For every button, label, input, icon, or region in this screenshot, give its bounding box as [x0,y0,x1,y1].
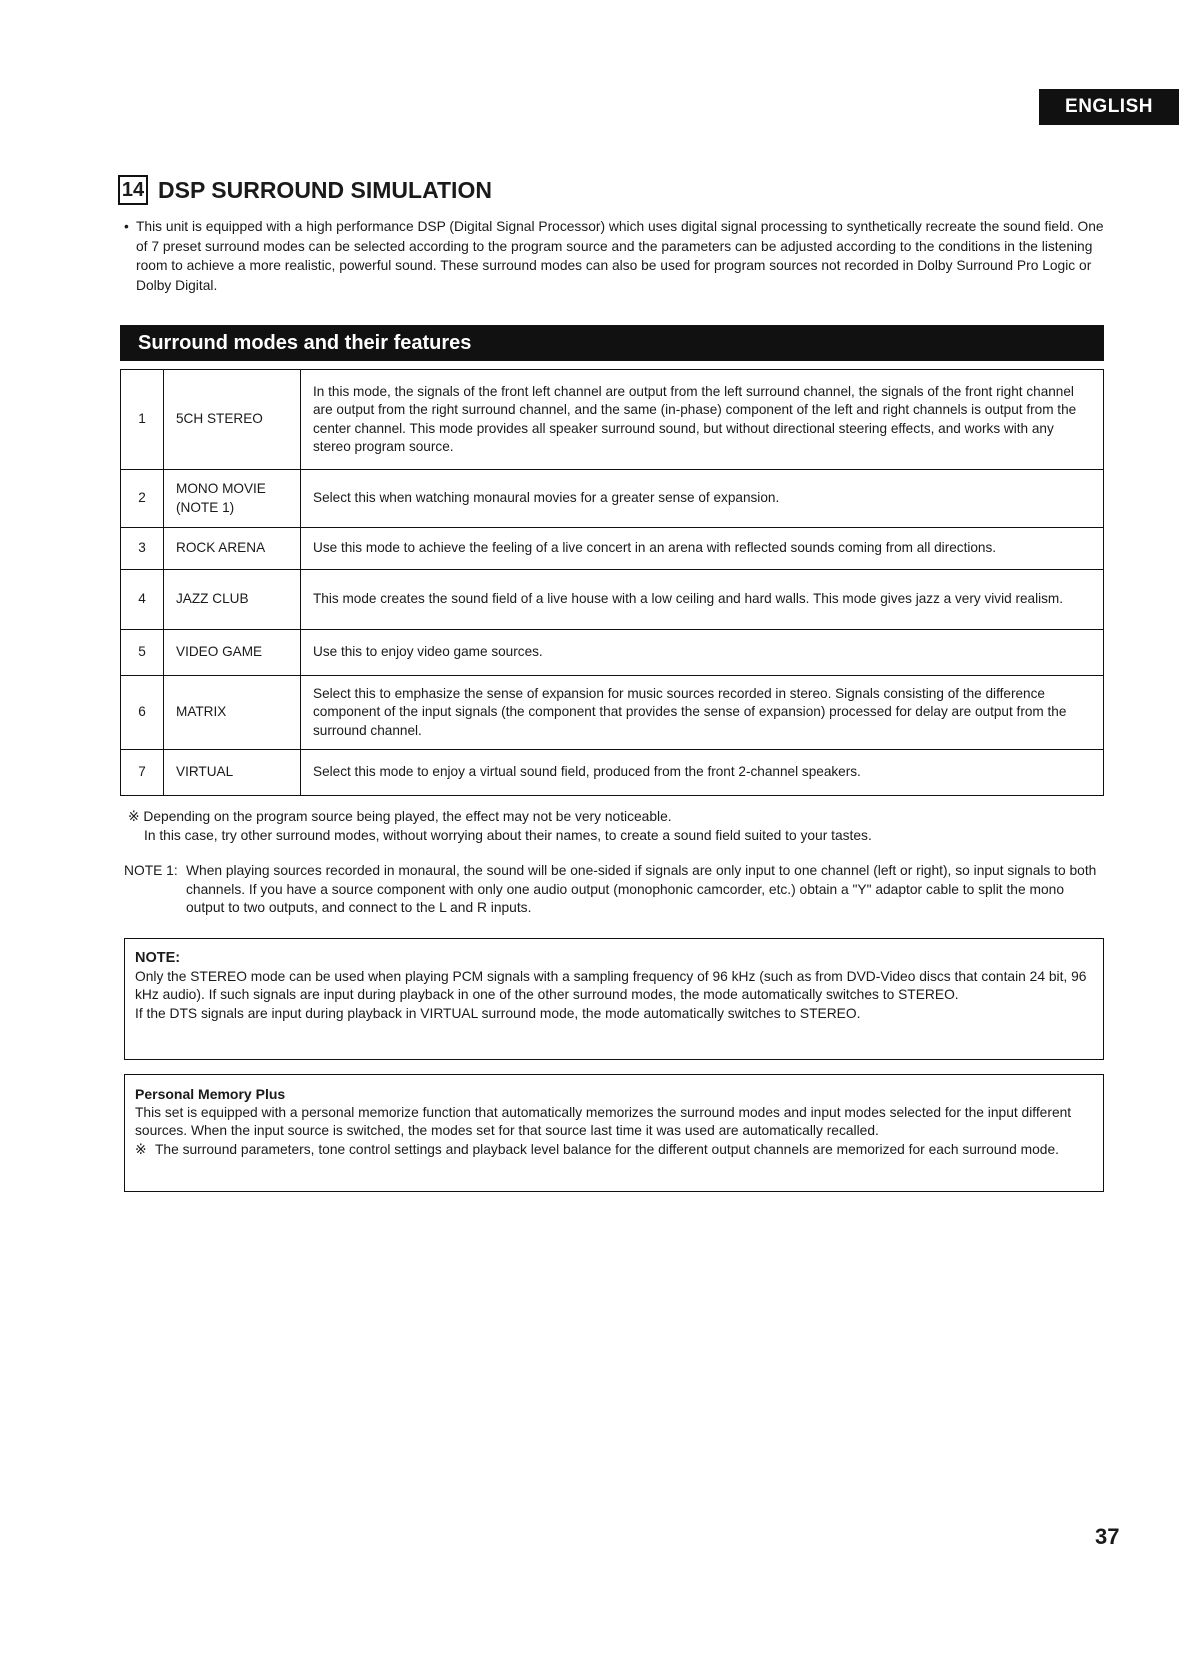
mode-name: ROCK ARENA [164,528,301,570]
mode-description: Use this mode to achieve the feeling of a live concert in an arena with reflected sounds coming from all directions. [301,528,1104,570]
mode-description: Use this to enjoy video game sources. [301,630,1104,676]
personal-memory-note-text: The surround parameters, tone control settings and playback level balance for the different output channels are memorized for each surround mode. [155,1141,1059,1157]
mode-number: 3 [121,528,164,570]
personal-memory-box [124,1074,1104,1192]
mode-name: 5CH STEREO [164,370,301,470]
section-title [118,173,492,207]
note-box-text: If the DTS signals are input during playback in VIRTUAL surround mode, the mode automatically switches to STEREO. [135,1005,861,1021]
mode-name: VIRTUAL [164,750,301,796]
table-row [121,676,1104,750]
page-number: 37 [1095,1524,1120,1549]
table-row [121,570,1104,630]
note-1-label: NOTE 1: [124,863,178,878]
page-title: DSP SURROUND SIMULATION [158,176,492,203]
mode-name: MONO MOVIE (NOTE 1) [164,470,301,528]
mode-number: 4 [121,570,164,630]
intro-paragraph [124,217,1104,295]
mode-name: VIDEO GAME [164,630,301,676]
mode-number: 2 [121,470,164,528]
note-box-title: NOTE: [135,950,181,966]
mode-description: Select this mode to enjoy a virtual sound field, produced from the front 2-channel speakers. [301,750,1104,796]
footnote [128,808,1098,845]
note-box-text: Only the STEREO mode can be used when playing PCM signals with a sampling frequency of 96 kHz (such as from DVD-Video discs that contain 24 bit, 96 kHz audio). If such signals are input during playback in one of the other surround modes, the mode automatically switches to STEREO. [135,968,1087,1002]
reference-mark-icon: ※ [135,1141,147,1157]
mode-number: 7 [121,750,164,796]
modes-heading: Surround modes and their features [138,331,472,354]
footnote-line: ※ Depending on the program source being played, the effect may not be very noticeable. [128,809,672,824]
note-box [124,938,1104,1060]
mode-number: 5 [121,630,164,676]
mode-name: JAZZ CLUB [164,570,301,630]
note-1-text: When playing sources recorded in monaural, the sound will be one-sided if signals are only input to one channel (left or right), so input signals to both channels. If you have a source component with only one audio output (monophonic camcorder, etc.) obtain a "Y" adaptor cable to split the mono output to two outputs, and connect to the L and R inputs. [186,863,1097,915]
mode-description: This mode creates the sound field of a live house with a low ceiling and hard walls. This mode gives jazz a very vivid realism. [301,570,1104,630]
mode-description: Select this when watching monaural movies for a greater sense of expansion. [301,470,1104,528]
modes-table [120,369,1104,796]
table-row [121,750,1104,796]
personal-memory-text: This set is equipped with a personal memorize function that automatically memorizes the surround modes and input modes selected for the input different sources. When the input source is switched, the modes set for that source last time it was used are automatically recalled. [135,1104,1072,1138]
mode-description: In this mode, the signals of the front left channel are output from the left surround channel, the signals of the front right channel are output from the right surround channel, and the same (in-phase) component of the left and right channels is output from the center channel. This mode provides all speaker surround sound, but without directional steering effects, and works with any stereo program source. [301,370,1104,470]
section-number-box: 14 [118,175,148,205]
note-1 [124,862,1104,918]
language-tab: ENGLISH [1039,89,1179,125]
personal-memory-note [135,1141,1091,1160]
mode-number: 1 [121,370,164,470]
table-row [121,630,1104,676]
table-row [121,470,1104,528]
table-row [121,370,1104,470]
bullet-icon: • [124,219,129,234]
table-row [121,528,1104,570]
mode-name: MATRIX [164,676,301,750]
personal-memory-title: Personal Memory Plus [135,1086,286,1102]
mode-number: 6 [121,676,164,750]
modes-heading-bar [120,325,1104,361]
intro-text: This unit is equipped with a high performance DSP (Digital Signal Processor) which uses digital signal processing to synthetically recreate the sound field. One of 7 preset surround modes can be selected according to the program source and the parameters can be adjusted according to the conditions in the listening room to achieve a more realistic, powerful sound. These surround modes can also be used for program sources not recorded in Dolby Surround Pro Logic or Dolby Digital. [136,219,1104,293]
footnote-line: In this case, try other surround modes, without worrying about their names, to create a sound field suited to your tastes. [144,827,872,843]
mode-description: Select this to emphasize the sense of expansion for music sources recorded in stereo. Signals consisting of the difference component of the input signals (the component that provides the sense of expansion) processed for delay are output from the surround channel. [301,676,1104,750]
